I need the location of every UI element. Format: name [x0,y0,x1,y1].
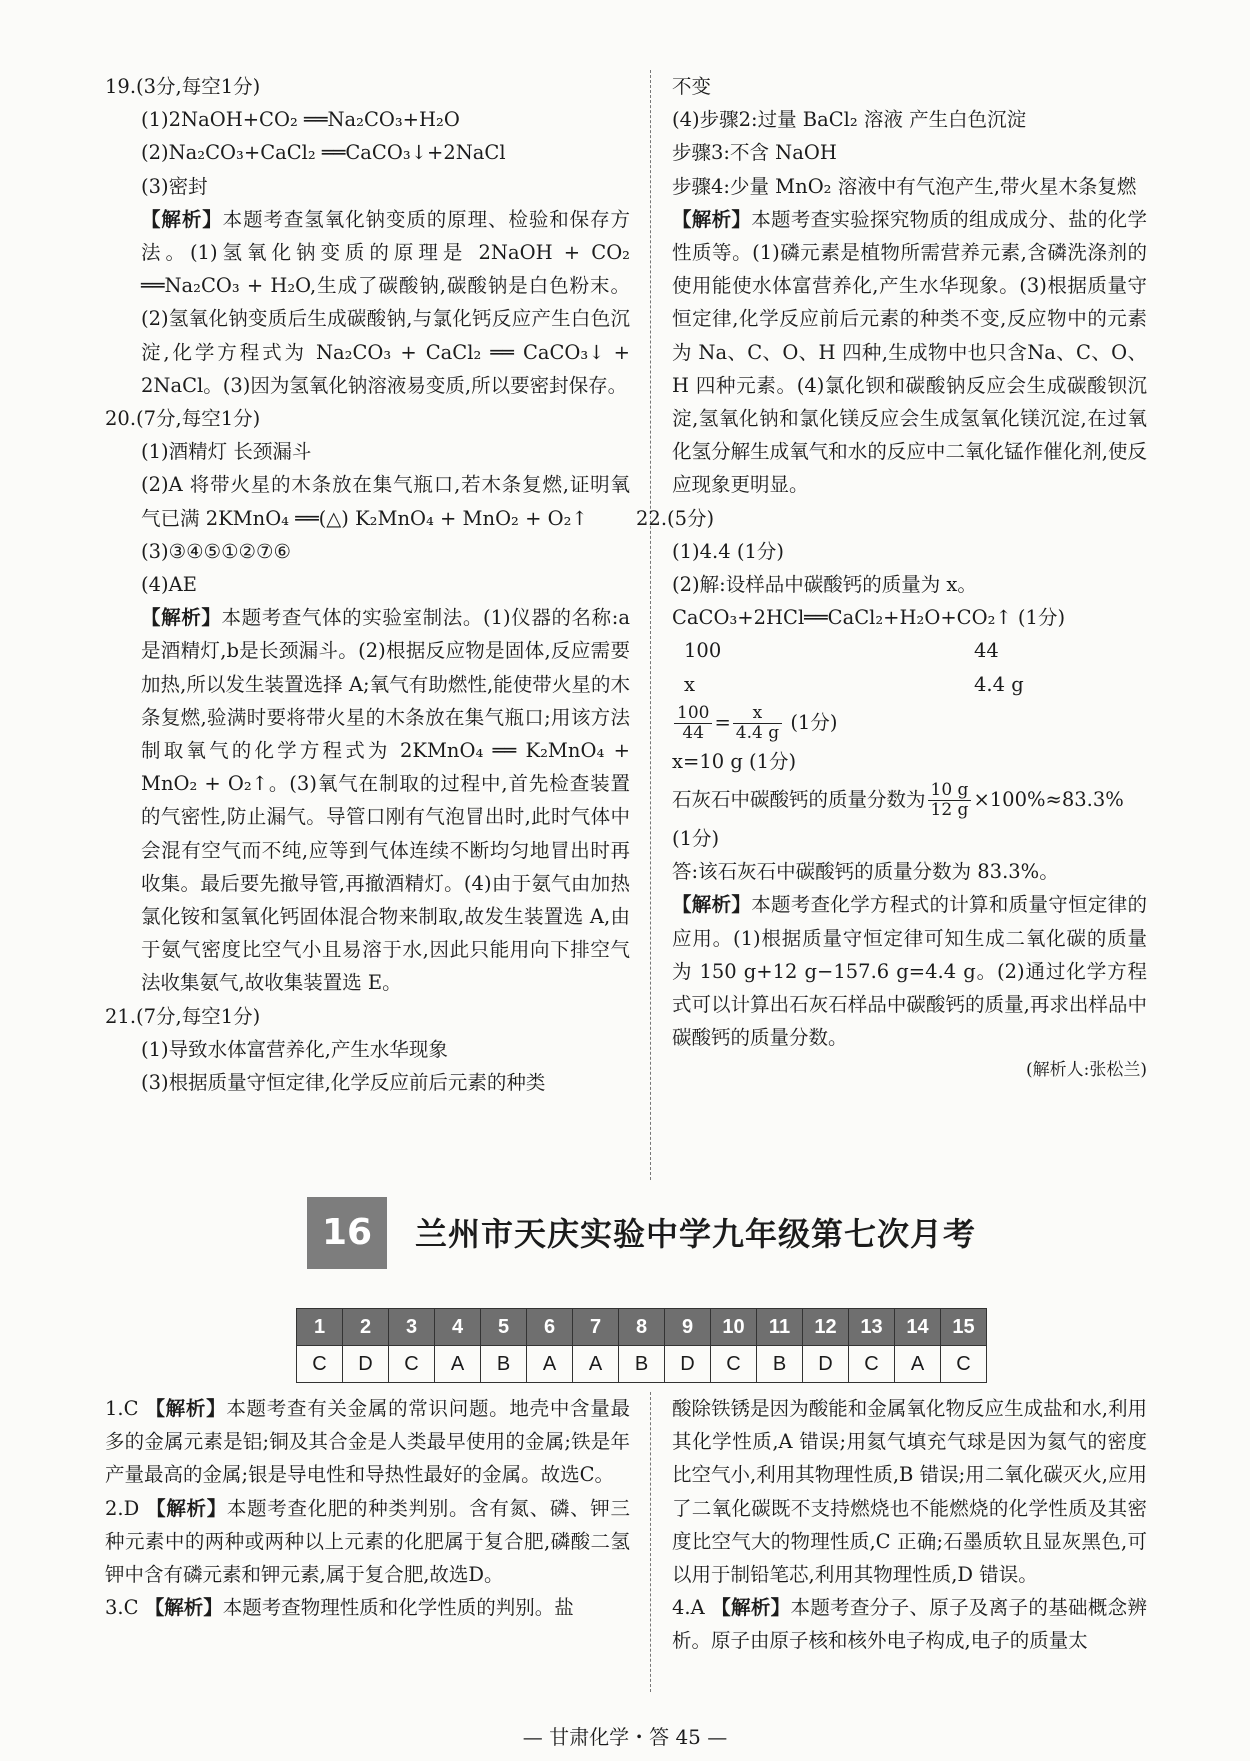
answer-table-number: 7 [573,1309,619,1346]
answer-table-choice: D [665,1346,711,1383]
q2-label: 2.D [105,1496,140,1520]
answer-table-choice: A [435,1346,481,1383]
answer-table-answer-row [297,1346,987,1383]
q21-answer-1: (1)导致水体富营养化,产生水华现象 [141,1037,448,1061]
answer-table-number: 13 [849,1309,895,1346]
explanation-label: 【解析】 [141,606,222,630]
q3-explanation [105,1591,630,1624]
q22-m2: 44 [974,639,999,663]
section-banner [307,1195,992,1273]
q4-explanation [672,1591,1147,1657]
answer-table-number: 11 [757,1309,803,1346]
q19-heading: 19.(3分,每空1分) [105,75,261,98]
q20-explanation [105,601,630,999]
q3-label: 3.C [105,1596,139,1620]
fraction-denominator: 12 g [930,800,969,821]
q22-equation: CaCO₃+2HCl══CaCl₂+H₂O+CO₂↑ (1分) [672,606,1066,630]
q22-explanation-text: 本题考查化学方程式的计算和质量守恒定律的应用。(1)根据质量守恒定律可知生成二氧化碳的质量为 150 g+12 g−157.6 g=4.4 g。(2)通过化学方程式可以计算出石灰石样品中碳酸钙的质量,再求出样品中碳酸钙的质量分数。 [672,893,1147,1050]
answer-table-number: 14 [895,1309,941,1346]
explanation-label: 【解析】 [141,207,223,231]
q22-mass-row [672,668,1147,701]
q22-ratio-frac-1 [674,704,712,743]
top-left-column [105,70,630,1099]
answer-table-number: 8 [619,1309,665,1346]
q21-answer-3: (3)根据质量守恒定律,化学反应前后元素的种类 [141,1071,546,1095]
answer-table-number: 10 [711,1309,757,1346]
answer-table-choice: B [757,1346,803,1383]
answer-table-choice: C [389,1346,435,1383]
answer-table-number: 12 [803,1309,849,1346]
q21-answer-4-step4: 步骤4:少量 MnO₂ 溶液中有气泡产生,带火星木条复燃 [672,174,1137,198]
column-divider-top [650,70,651,1180]
answer-table-number: 1 [297,1309,343,1346]
fraction-numerator: x [733,704,782,724]
q1-label: 1.C [105,1397,139,1420]
q1-explanation [105,1392,630,1492]
q22-frac-post: ×100%≈83.3% [973,788,1124,812]
answer-table-choice: A [573,1346,619,1383]
q21-answer-4-step2: (4)步骤2:过量 BaCl₂ 溶液 产生白色沉淀 [672,108,1027,132]
answer-table-number: 4 [435,1309,481,1346]
answer-table-number: 2 [343,1309,389,1346]
q20-answer-3: (3)③④⑤①②⑦⑥ [141,539,291,563]
answer-table-choice: B [619,1346,665,1383]
q4-label: 4.A [672,1596,705,1620]
q22-ratio-frac-2 [733,704,782,743]
q21-heading: 21.(7分,每空1分) [105,1004,261,1028]
fraction-denominator: 44 [682,722,705,743]
q22-explanation [672,888,1147,1054]
q2-explanation-text: 本题考查化肥的种类判别。含有氮、磷、钾三种元素中的两种或两种以上元素的化肥属于复合肥,磷酸二氢钾中含有磷元素和钾元素,属于复合肥,故选D。 [105,1496,630,1587]
fraction-numerator: 100 [674,704,712,724]
q22-mass-fraction [672,778,1147,822]
answer-table-choice: A [895,1346,941,1383]
answer-table-number: 3 [389,1309,435,1346]
q3-explanation-text: 本题考查物理性质和化学性质的判别。盐 [222,1596,574,1620]
q22-m1: 100 [684,639,722,663]
q22-x: x [684,672,695,696]
explanation-label: 【解析】 [144,1596,223,1620]
q19-answer-3: (3)密封 [141,174,208,198]
q21-answer-4-step3: 步骤3:不含 NaOH [672,141,837,165]
answer-table-number: 5 [481,1309,527,1346]
top-right-column [636,70,1147,1088]
explanation-label: 【解析】 [672,207,752,231]
q19-explanation-text: 本题考查氢氧化钠变质的原理、检验和保存方法。(1)氢氧化钠变质的原理是 2NaOH + CO₂ ══Na₂CO₃ + H₂O,生成了碳酸钠,碳酸钠是白色粉末。(2)氢氧化钠变质后生成碳酸钠,与氯化钙反应产生白色沉淀,化学方程式为 Na₂CO₃ + CaCl₂ ══ CaCO₃↓ + 2NaCl。(3)因为氢氧化钠溶液易变质,所以要密封保存。 [141,207,630,397]
answer-table-choice: A [527,1346,573,1383]
q21-explanation-text: 本题考查实验探究物质的组成成分、盐的化学性质等。(1)磷元素是植物所需营养元素,含磷洗涤剂的使用能使水体富营养化,产生水华现象。(3)根据质量守恒定律,化学反应前后元素的种类不变,反应物中的元素为 Na、C、O、H 四种,生成物中也只含Na、C、O、H 四种元素。(4)氯化钡和碳酸钠反应会生成碳酸钡沉淀,氢氧化钠和氯化镁反应会生成氢氧化镁沉淀,在过氧化氢分解生成氧气和水的反应中二氧化锰作催化剂,使反应现象更明显。 [672,207,1147,497]
answer-table-choice: C [941,1346,987,1383]
q1-explanation-text: 本题考查有关金属的常识问题。地壳中含量最多的金属元素是铝;铜及其合金是人类最早使用的金属;铁是年产量最高的金属;银是导电性和导热性最好的金属。故选C。 [105,1397,630,1487]
answer-table-choice: D [343,1346,389,1383]
q22-ratio-points: (1分) [790,710,838,734]
q19-answer-1: (1)2NaOH+CO₂ ══Na₂CO₃+H₂O [141,108,460,132]
answer-table-number: 9 [665,1309,711,1346]
answer-table-choice: D [803,1346,849,1383]
q22-frac-pre: 石灰石中碳酸钙的质量分数为 [672,788,926,812]
q22-ratio [672,701,1147,745]
q22-answer-1: (1)4.4 (1分) [672,539,784,563]
q4-explanation-text: 本题考查分子、原子及离子的基础概念辨析。原子由原子核和核外电子构成,电子的质量太 [672,1596,1147,1653]
q19-answer-2: (2)Na₂CO₃+CaCl₂ ══CaCO₃↓+2NaCl [141,141,506,165]
q22-ratio-equals: = [714,710,731,734]
q22-x-result: x=10 g (1分) [672,749,797,773]
q19-explanation [105,203,630,402]
section-number-badge: 16 [307,1197,387,1269]
page-footer: — 甘肃化学・答 45 — [522,1725,728,1749]
q2-explanation [105,1492,630,1592]
q20-answer-1: (1)酒精灯 长颈漏斗 [141,440,312,464]
section-title: 兰州市天庆实验中学九年级第七次月考 [415,1215,977,1253]
explanation-label: 【解析】 [711,1596,791,1620]
bottom-right-column [672,1392,1147,1658]
q21-explanation [672,203,1147,502]
q20-answer-4: (4)AE [141,573,197,597]
q22-heading: 22.(5分) [636,506,715,530]
q21-answer-3-cont: 不变 [672,75,712,98]
q22-xv: 4.4 g [974,672,1024,696]
answer-table [296,1308,987,1383]
q20-explanation-text: 本题考查气体的实验室制法。(1)仪器的名称:a是酒精灯,b是长颈漏斗。(2)根据反应物是固体,反应需要加热,所以发生装置选择 A;氧气有助燃性,能使带火星的木条复燃,验满时要将带火星的木条放在集气瓶口;用该方法制取氧气的化学方程式为 2KMnO₄ ══ K₂MnO₄ + MnO₂ + O₂↑。(3)氧气在制取的过程中,首先检查装置的气密性,防止漏气。导管口刚有气泡冒出时,此时气体中会混有空气而不纯,应等到气体连续不断均匀地冒出时再收集。最后要先撤导管,再撤酒精灯。(4)由于氨气由加热氯化铵和氢氧化钙固体混合物来制取,故发生装置选 A,由于氨气密度比空气小且易溶于水,因此只能用向下排空气法收集氨气,故收集装置选 E。 [141,606,630,995]
explanation-label: 【解析】 [145,1397,227,1420]
q20-answer-2: (2)A 将带火星的木条放在集气瓶口,若木条复燃,证明氧气已满 2KMnO₄ ══(△) K₂MnO₄ + MnO₂ + O₂↑ [141,473,630,530]
q22-points: (1分) [672,827,720,851]
explanation-label: 【解析】 [672,893,752,917]
answer-table-choice: C [297,1346,343,1383]
answer-table-choice: C [849,1346,895,1383]
fraction-numerator: 10 g [928,781,972,801]
answer-table-number: 15 [941,1309,987,1346]
q20-heading: 20.(7分,每空1分) [105,407,261,431]
analyst-credit: (解析人:张松兰) [1026,1060,1147,1081]
column-divider-bottom [650,1392,651,1692]
bottom-left-column [105,1392,630,1624]
explanation-label: 【解析】 [146,1496,227,1520]
q22-molar-mass-row [672,634,1147,667]
answer-table-choice: C [711,1346,757,1383]
q22-answer-2: (2)解:设样品中碳酸钙的质量为 x。 [672,573,977,597]
q22-answer-statement: 答:该石灰石中碳酸钙的质量分数为 83.3%。 [672,860,1059,884]
q3-explanation-cont: 酸除铁锈是因为酸能和金属氧化物反应生成盐和水,利用其化学性质,A 错误;用氦气填充气球是因为氦气的密度比空气小,利用其物理性质,B 错误;用二氧化碳灭火,应用了二氧化碳既不支持燃烧也不能燃烧的化学性质及其密度比空气大的物理性质,C 正确;石墨质软且显灰黑色,可以用于制铅笔芯,利用其物理性质,D 错误。 [672,1397,1147,1587]
answer-table-choice: B [481,1346,527,1383]
answer-table-number: 6 [527,1309,573,1346]
q22-fraction [928,781,972,820]
answer-table-header-row [297,1309,987,1346]
fraction-denominator: 4.4 g [735,722,780,743]
